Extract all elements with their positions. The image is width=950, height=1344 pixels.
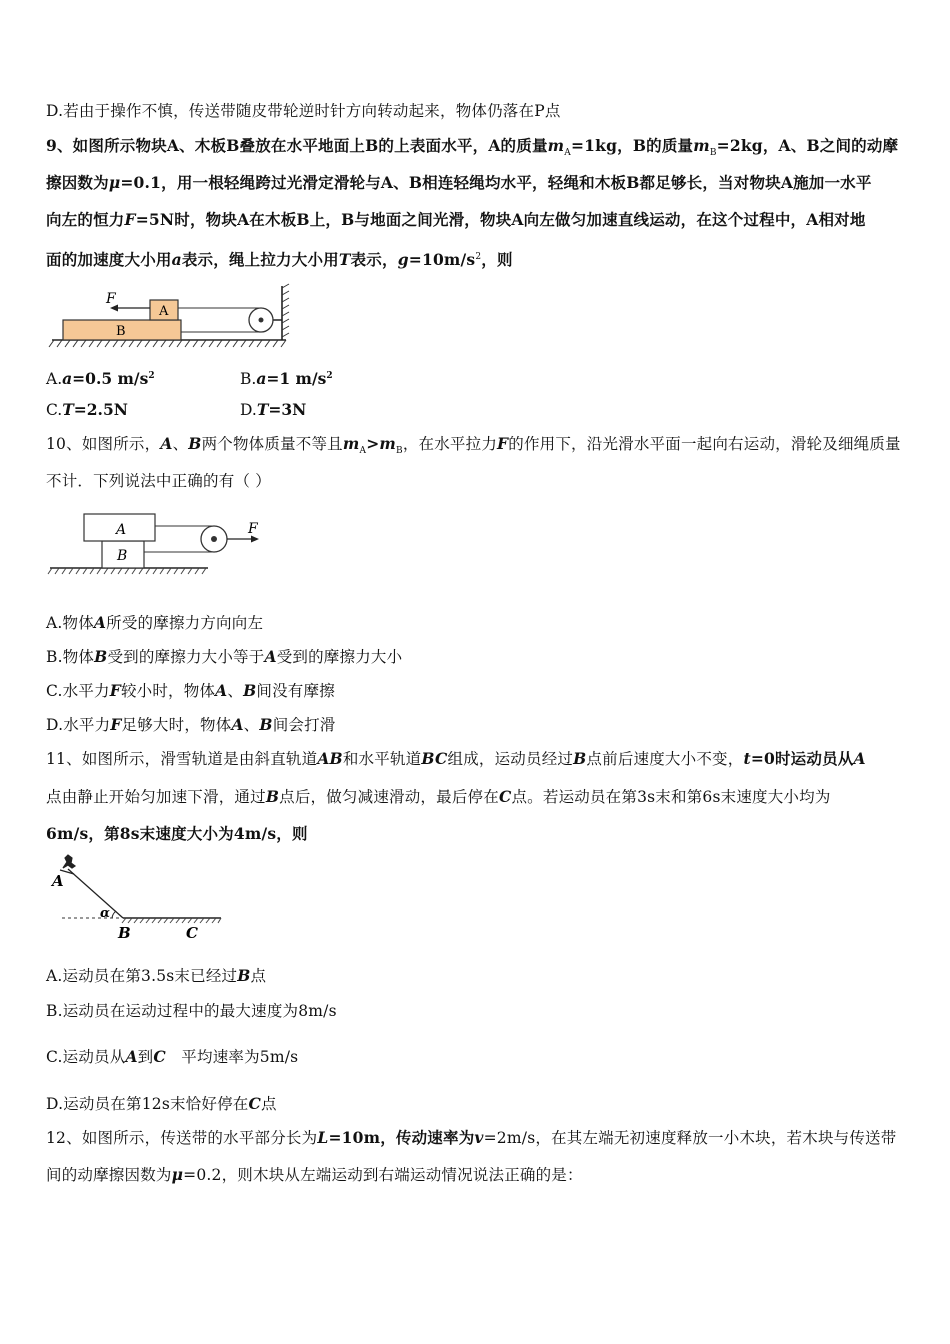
q9-stem-line3: 向左的恒力F=5N时，物块A在木板B上，B与地面之间光滑，物块A向左做匀加速直线运动，在这个过程中，A相对地: [46, 210, 866, 229]
q11-label-alpha: α: [100, 906, 111, 921]
q11-label-c: C: [186, 924, 198, 942]
q9-option-b: B.a=1 $m/s^2$: [240, 369, 333, 389]
q12-stem-line1: 12、如图所示，传送带的水平部分长为L=10m，传动速率为v=2m/s，在其左端无初速度释放一小木块，若木块与传送带: [46, 1128, 897, 1147]
q10-pulley-center: [211, 536, 217, 542]
q10-option-c: C.水平力F较小时，物体A、B间没有摩擦: [46, 681, 335, 700]
q11-stem-line1: 11、如图所示，滑雪轨道是由斜直轨道AB和水平轨道BC组成，运动员经过B点前后速度大小不变，t=0时运动员从A: [46, 749, 866, 768]
q10-figure: [46, 508, 276, 580]
q11-slope-ab: [68, 869, 123, 918]
q10-ground-hatch: [48, 568, 206, 574]
q11-label-b: B: [118, 924, 131, 942]
q11-label-a: A: [52, 872, 64, 890]
q9-option-d: D.T=3N: [240, 400, 307, 419]
q11-option-a: A.运动员在第3.5s末已经过B点: [46, 966, 267, 985]
q10-label-f: F: [248, 521, 258, 537]
q10-option-d: D.水平力F足够大时，物体A、B间会打滑: [46, 715, 336, 734]
q9-wall-hatch: [282, 284, 289, 337]
q9-label-a: A: [159, 304, 169, 319]
q9-label-b: B: [116, 324, 126, 339]
q11-angle-arc: [112, 911, 116, 918]
q10-label-a: A: [116, 522, 127, 538]
q9-stem-line1: 9、如图所示物块A、木板B叠放在水平地面上B的上表面水平，A的质量$m_A=1kg$，B的质量$m_B=2kg$，A、B之间的动摩: [46, 136, 899, 159]
q10-stem-line1: 10、如图所示，A、B两个物体质量不等且$m_A>m_B$，在水平拉力F的作用下，沿光滑水平面一起向右运动，滑轮及细绳质量: [46, 434, 901, 457]
q9-pulley-center: [259, 318, 264, 323]
q11-option-d: D.运动员在第12s末恰好停在C点: [46, 1094, 277, 1113]
q11-stem-line3: 6m/s，第8s末速度大小为4m/s，则: [46, 824, 308, 843]
q11-figure: [46, 852, 236, 944]
q11-option-b: B.运动员在运动过程中的最大速度为8m/s: [46, 1002, 337, 1020]
q9-option-c: C.T=2.5N: [46, 400, 128, 419]
q10-label-b: B: [117, 548, 128, 564]
q9-figure: [46, 284, 296, 354]
q10-option-b: B.物体B受到的摩擦力大小等于A受到的摩擦力大小: [46, 647, 403, 666]
q9-stem-line2: 擦因数为μ=0.1，用一根轻绳跨过光滑定滑轮与A、B相连轻绳均水平，轻绳和木板B都足够长，当对物块A施加一水平: [46, 173, 872, 192]
q10-stem-line2: 不计．下列说法中正确的有（ ）: [46, 472, 271, 490]
q9-stem-line4: 面的加速度大小用a表示，绳上拉力大小用T表示，$g=10m/s^2$，则: [46, 250, 513, 270]
q9-option-a: A.a=0.5 $m/s^2$: [46, 369, 155, 389]
q12-stem-line2: 间的动摩擦因数为μ=0.2，则木块从左端运动到右端运动情况说法正确的是：: [46, 1165, 583, 1184]
q10-option-a: A.物体A所受的摩擦力方向向左: [46, 613, 264, 632]
q8-option-d: D.若由于操作不慎，传送带随皮带轮逆时针方向转动起来，物体仍落在P点: [46, 102, 561, 120]
q9-label-f: F: [106, 291, 116, 307]
q11-option-c: C.运动员从A到C 平均速率为5m/s: [46, 1047, 299, 1066]
q11-stem-line2: 点由静止开始匀加速下滑，通过B点后，做匀减速滑动，最后停在C点。若运动员在第3s末和第6s末速度大小均为: [46, 787, 831, 806]
q9-ground-hatch: [49, 340, 286, 347]
